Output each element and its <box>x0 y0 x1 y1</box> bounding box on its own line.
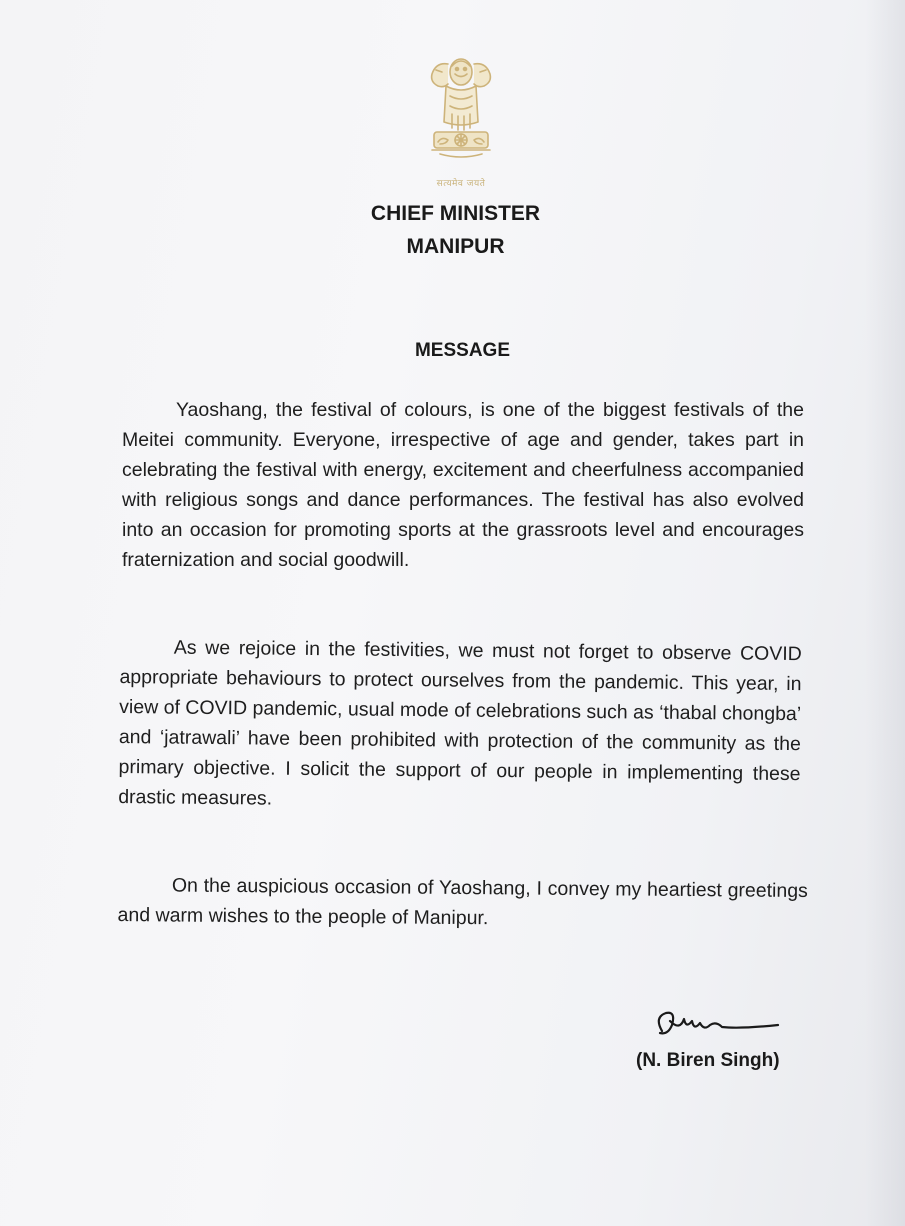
office-title: CHIEF MINISTER <box>370 202 541 225</box>
message-paragraph-2: As we rejoice in the festivities, we must not forget to observe COVID appropriate behaviours to protect ourselves from the pandemic. This year, in view of COVID pandemic, usual mode of celebrations such as ‘thabal chongba’ and ‘jatrawali’ have been prohibited with protection of the community as the primary objective. I solicit the support of our people in implementing these drastic measures. <box>118 636 802 810</box>
state-name: MANIPUR <box>406 235 505 258</box>
signatory-name: (N. Biren Singh) <box>636 1050 780 1071</box>
emblem-motto: सत्यमेव जयते <box>436 179 486 189</box>
state-emblem-icon <box>418 52 504 192</box>
paper-shadow <box>865 0 905 1226</box>
handwritten-signature-icon <box>650 1005 790 1045</box>
message-paragraph-3: On the auspicious occasion of Yaoshang, I convey my heartiest greetings and warm wishes to the people of Manipur. <box>117 874 808 930</box>
lion-capital-icon <box>418 52 504 176</box>
message-paragraph-1: Yaoshang, the festival of colours, is one of the biggest festivals of the Meitei community. Everyone, irrespective of age and gender, takes part in celebrating the festival with energy, excitement and cheerfulness accompanied with religious songs and dance performances. The festival has also evolved into an occasion for promoting sports at the grassroots level and encourages fraternization and social goodwill. <box>122 399 804 571</box>
message-heading: MESSAGE <box>414 340 511 361</box>
